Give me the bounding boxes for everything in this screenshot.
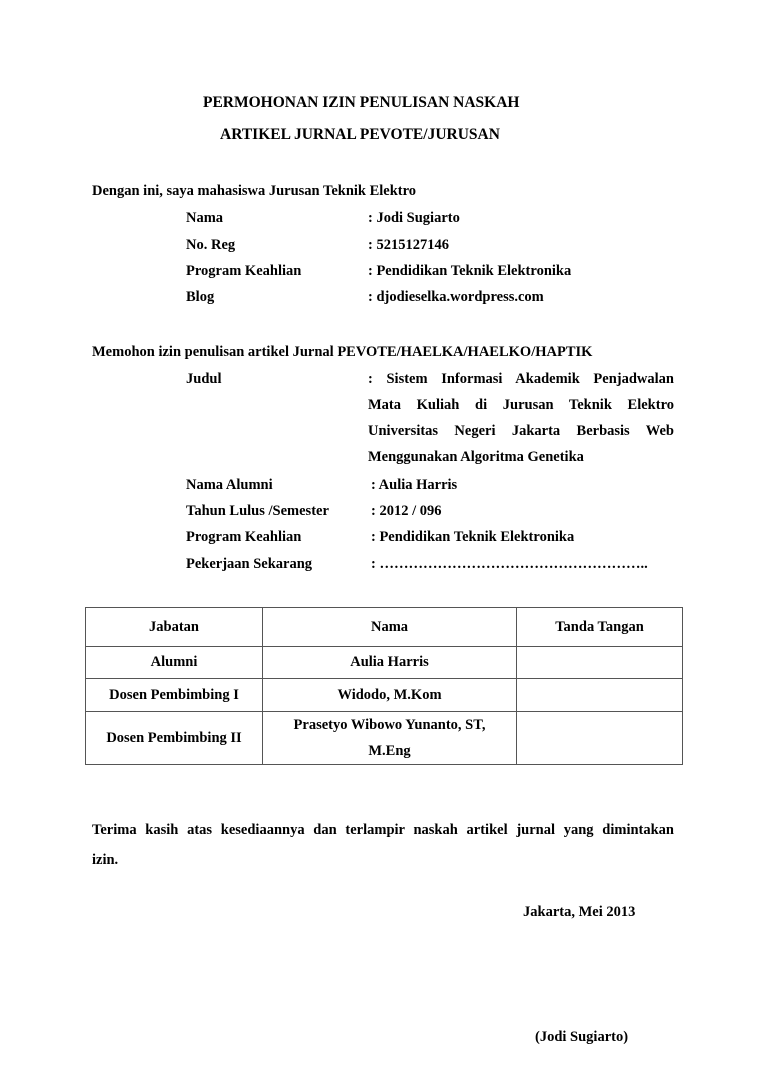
student-reg-value: : 5215127146 [368,237,449,253]
title-line-1: PERMOHONAN IZIN PENULISAN NASKAH [203,94,520,111]
signature-table [85,607,683,765]
closing-paragraph [92,815,674,875]
judul-line-2: Mata Kuliah di Jurusan Teknik Elektro [368,397,674,413]
cell-jabatan: Alumni [86,647,263,679]
cell-signature [517,712,683,765]
header-nama: Nama [263,608,517,647]
place-date: Jakarta, Mei 2013 [523,904,636,920]
alumni-name-label: Nama Alumni [186,477,273,493]
student-name-value: : Jodi Sugiarto [368,210,460,226]
student-program-value: : Pendidikan Teknik Elektronika [368,263,572,279]
cell-nama [263,712,517,765]
intro-text: Dengan ini, saya mahasiswa Jurusan Teknik Elektro [92,183,417,199]
cell-jabatan: Dosen Pembimbing II [86,712,263,765]
closing-line-2: izin. [92,852,119,868]
alumni-year-value: : 2012 / 096 [371,503,442,519]
judul-line-1: : Sistem Informasi Akademik Penjadwalan [368,371,674,387]
request-text: Memohon izin penulisan artikel Jurnal PEVOTE/HAELKA/HAELKO/HAPTIK [92,344,593,360]
table-row [86,712,683,765]
closing-line-1: Terima kasih atas kesediaannya dan terlampir naskah artikel jurnal yang dimintakan [92,822,674,838]
alumni-name-value: : Aulia Harris [371,477,458,493]
cell-signature [517,679,683,712]
table-row [86,679,683,712]
student-name-label: Nama [186,210,224,226]
student-blog-label: Blog [186,289,215,305]
judul-value [368,366,674,470]
cell-nama: Aulia Harris [263,647,517,679]
signatory-name: (Jodi Sugiarto) [535,1029,629,1045]
judul-line-3: Universitas Negeri Jakarta Berbasis Web [368,423,674,439]
title-line-2: ARTIKEL JURNAL PEVOTE/JURUSAN [220,126,500,143]
student-reg-label: No. Reg [186,237,236,253]
judul-label: Judul [186,371,222,387]
cell-jabatan: Dosen Pembimbing I [86,679,263,712]
cell-signature [517,647,683,679]
table-header-row [86,608,683,647]
cell-nama-line-1: Prasetyo Wibowo Yunanto, ST, [293,717,486,733]
cell-nama: Widodo, M.Kom [263,679,517,712]
student-program-label: Program Keahlian [186,263,302,279]
table-row [86,647,683,679]
student-blog-value: : djodieselka.wordpress.com [368,289,544,305]
header-tanda-tangan: Tanda Tangan [517,608,683,647]
alumni-job-label: Pekerjaan Sekarang [186,556,313,572]
alumni-program-label: Program Keahlian [186,529,302,545]
alumni-year-label: Tahun Lulus /Semester [186,503,329,519]
alumni-job-value: : ……………………………………………….. [371,556,648,572]
header-jabatan: Jabatan [86,608,263,647]
judul-line-4: Menggunakan Algoritma Genetika [368,449,584,465]
alumni-program-value: : Pendidikan Teknik Elektronika [371,529,575,545]
cell-nama-line-2: M.Eng [368,743,411,759]
